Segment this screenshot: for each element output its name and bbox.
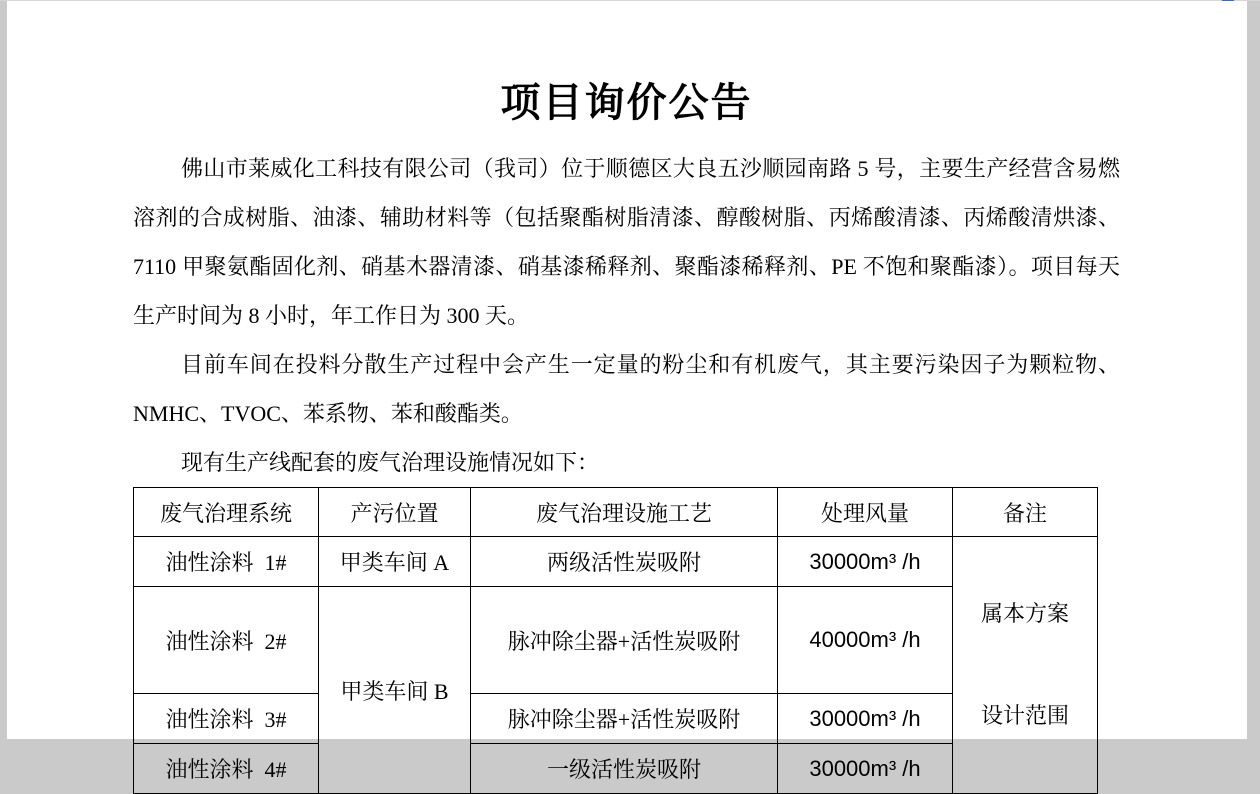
cell-system: 油性涂料 2# [134,587,319,694]
cell-process: 脉冲除尘器+活性炭吸附 [471,694,778,744]
header-location: 产污位置 [319,488,471,537]
viewer-background-left [0,1,7,738]
cell-airflow: 30000m³ /h [778,537,953,587]
header-process: 废气治理设施工艺 [471,488,778,537]
cell-process: 一级活性炭吸附 [471,744,778,794]
waste-gas-treatment-table [133,487,1098,794]
cell-airflow: 40000m³ /h [778,587,953,694]
cell-system: 油性涂料 1# [134,537,319,587]
cell-airflow: 30000m³ /h [778,694,953,744]
paragraph-table-lead-in: 现有生产线配套的废气治理设施情况如下： [181,450,600,475]
cell-location-merged: 甲类车间 B [319,587,471,794]
header-airflow: 处理风量 [778,488,953,537]
paragraph-pollutants: 目前车间在投料分散生产过程中会产生一定量的粉尘和有机废气，其主要污染因子为颗粒物、NMHC、TVOC、苯系物、苯和酸酯类。 [133,352,1120,426]
table-header-row [134,488,1098,537]
cell-airflow: 30000m³ /h [778,744,953,794]
remark-line-2: 设计范围 [980,703,1069,728]
cell-system: 油性涂料 3# [134,694,319,744]
table-row [134,537,1098,587]
cell-process: 脉冲除尘器+活性炭吸附 [471,587,778,694]
cell-remark-merged [953,537,1098,794]
cell-process: 两级活性炭吸附 [471,537,778,587]
document-page[interactable] [7,1,1247,782]
paragraph-company-intro: 佛山市莱威化工科技有限公司（我司）位于顺德区大良五沙顺园南路 5 号，主要生产经营含易燃溶剂的合成树脂、油漆、辅助材料等（包括聚酯树脂清漆、醇酸树脂、丙烯酸清漆、丙烯酸清烘漆、7110 甲聚氨酯固化剂、硝基木器清漆、硝基漆稀释剂、聚酯漆稀释剂、PE 不饱和聚酯漆）。项目每天生产时间为 8 小时，年工作日为 300 天。 [133,156,1120,328]
cell-system: 油性涂料 4# [134,744,319,794]
page-title: 项目询价公告 [500,80,753,125]
cell-location: 甲类车间 A [319,537,471,587]
remark-line-1: 属本方案 [980,601,1069,626]
header-remark: 备注 [953,488,1098,537]
viewer-background-right [1247,1,1260,738]
header-system: 废气治理系统 [134,488,319,537]
